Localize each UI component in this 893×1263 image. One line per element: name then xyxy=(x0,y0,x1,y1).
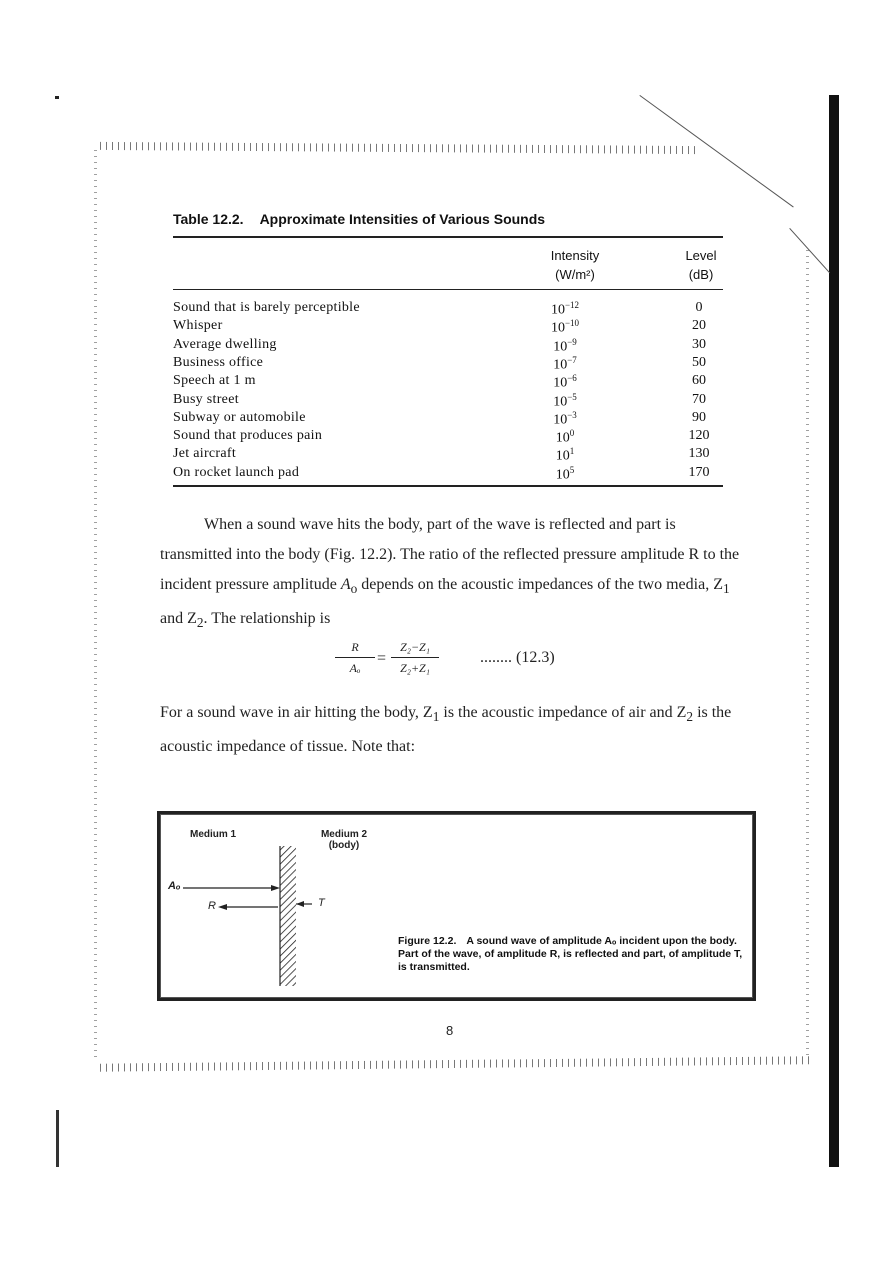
cell-level: 20 xyxy=(692,318,706,334)
scan-edge-right xyxy=(829,95,839,1167)
table-title xyxy=(173,211,545,227)
cell-sound-source: Sound that is barely perceptible xyxy=(173,300,360,315)
cell-intensity: $10^0$ xyxy=(555,428,575,446)
page-number: 8 xyxy=(446,1023,454,1038)
table-row xyxy=(173,428,723,446)
column-header-level: Level (dB) xyxy=(685,248,717,282)
fraction-impedance: $\frac{\text{Z₂−Z₁}}{\text{Z₂+Z₁}}$ xyxy=(391,640,439,676)
cell-level: 120 xyxy=(688,428,710,444)
cell-sound-source: Sound that produces pain xyxy=(173,428,323,444)
column-header-intensity: Intensity (W/m²) xyxy=(550,248,600,282)
table-bottom-rule xyxy=(173,485,723,487)
cell-intensity: $10^{-3}$ xyxy=(553,409,577,428)
cell-level: 90 xyxy=(692,409,706,425)
paragraph-1: When a sound wave hits the body, part of the wave is reflected and part is transmitted into the body (Fig. 12.2). The ratio of the reflected pressure amplitude R to the incident pressure amplitude $A_o$ depends on the acoustic impedances of the two media, $Z_1$ and $Z_2$. The relationship is xyxy=(160,516,740,631)
cell-intensity: $10^{-6}$ xyxy=(553,373,577,391)
table-row xyxy=(173,446,723,464)
cell-sound-source: Subway or automobile xyxy=(173,409,306,425)
label-t: T xyxy=(318,897,325,909)
equation-number: ........ (12.3) xyxy=(480,649,555,666)
cell-sound-source: On rocket launch pad xyxy=(173,464,300,480)
cell-level: 60 xyxy=(692,373,706,389)
table-row xyxy=(173,373,723,391)
paragraph-2: For a sound wave in air hitting the body, $Z_1$ is the acoustic impedance of air and $Z_2$ is the acoustic impedance of tissue. Note that: xyxy=(160,704,732,756)
cell-sound-source: Business office xyxy=(173,354,264,370)
page-fold-line xyxy=(789,228,830,273)
table-header-rule xyxy=(173,289,723,290)
page-border-top xyxy=(100,142,700,154)
cell-level: 30 xyxy=(692,336,706,352)
cell-intensity: $10^1$ xyxy=(555,446,575,465)
cell-intensity: $10^{-7}$ xyxy=(553,354,577,373)
table-row xyxy=(173,355,723,373)
fraction-r-over-ao: $\frac{R}{\text{Aₒ}}$ xyxy=(335,640,375,676)
tissue-boundary xyxy=(280,846,296,986)
table-row xyxy=(173,392,723,410)
cell-intensity: $10^{-12}$ xyxy=(550,300,580,318)
transmitted-arrowhead xyxy=(296,901,304,907)
table-row xyxy=(173,300,723,318)
cell-intensity: $10^{-10}$ xyxy=(550,318,580,336)
page-border-right xyxy=(806,250,809,1060)
table-top-rule xyxy=(173,236,723,238)
sound-wave-diagram xyxy=(160,814,400,994)
cell-level: 50 xyxy=(692,354,706,370)
cell-intensity: $10^{-9}$ xyxy=(553,336,577,355)
table-title-text: Approximate Intensities of Various Sounds xyxy=(259,211,546,227)
incident-arrowhead xyxy=(271,885,280,891)
page-border-left xyxy=(94,150,97,1060)
table-label: Table 12.2. xyxy=(173,211,244,227)
scan-speck xyxy=(55,96,59,99)
cell-level: 170 xyxy=(688,464,710,480)
scan-edge-left xyxy=(56,1110,59,1167)
cell-sound-source: Whisper xyxy=(173,318,223,334)
cell-sound-source: Average dwelling xyxy=(173,336,277,352)
table-row xyxy=(173,337,723,355)
table-row xyxy=(173,318,723,336)
figure-caption: Figure 12.2. A sound wave of amplitude Aₒ incident upon the body. Part of the wave, of amplitude R, is reflected and part, of amplitude T, is transmitted. xyxy=(398,935,743,973)
label-medium-2: Medium 2 (body) xyxy=(320,829,368,851)
equation-12-3: $\frac{R}{\text{Aₒ}}$ = $\frac{\text{Z₂−Z₁}}{\text{Z₂+Z₁}}$ ........ (12.3) xyxy=(335,640,595,685)
table-row xyxy=(173,465,723,483)
cell-intensity: $10^{-5}$ xyxy=(553,391,577,410)
cell-sound-source: Speech at 1 m xyxy=(173,373,256,389)
cell-level: 0 xyxy=(695,300,703,315)
cell-intensity: $10^5$ xyxy=(555,464,575,483)
cell-level: 70 xyxy=(692,391,706,407)
table-row xyxy=(173,410,723,428)
page-border-bottom xyxy=(100,1056,810,1071)
reflected-arrowhead xyxy=(218,904,227,910)
label-medium-1: Medium 1 xyxy=(190,829,237,840)
cell-sound-source: Busy street xyxy=(173,391,239,407)
label-ao: Aₒ xyxy=(168,880,181,892)
cell-level: 130 xyxy=(688,446,710,462)
cell-sound-source: Jet aircraft xyxy=(173,446,237,462)
label-r: R xyxy=(208,900,216,912)
